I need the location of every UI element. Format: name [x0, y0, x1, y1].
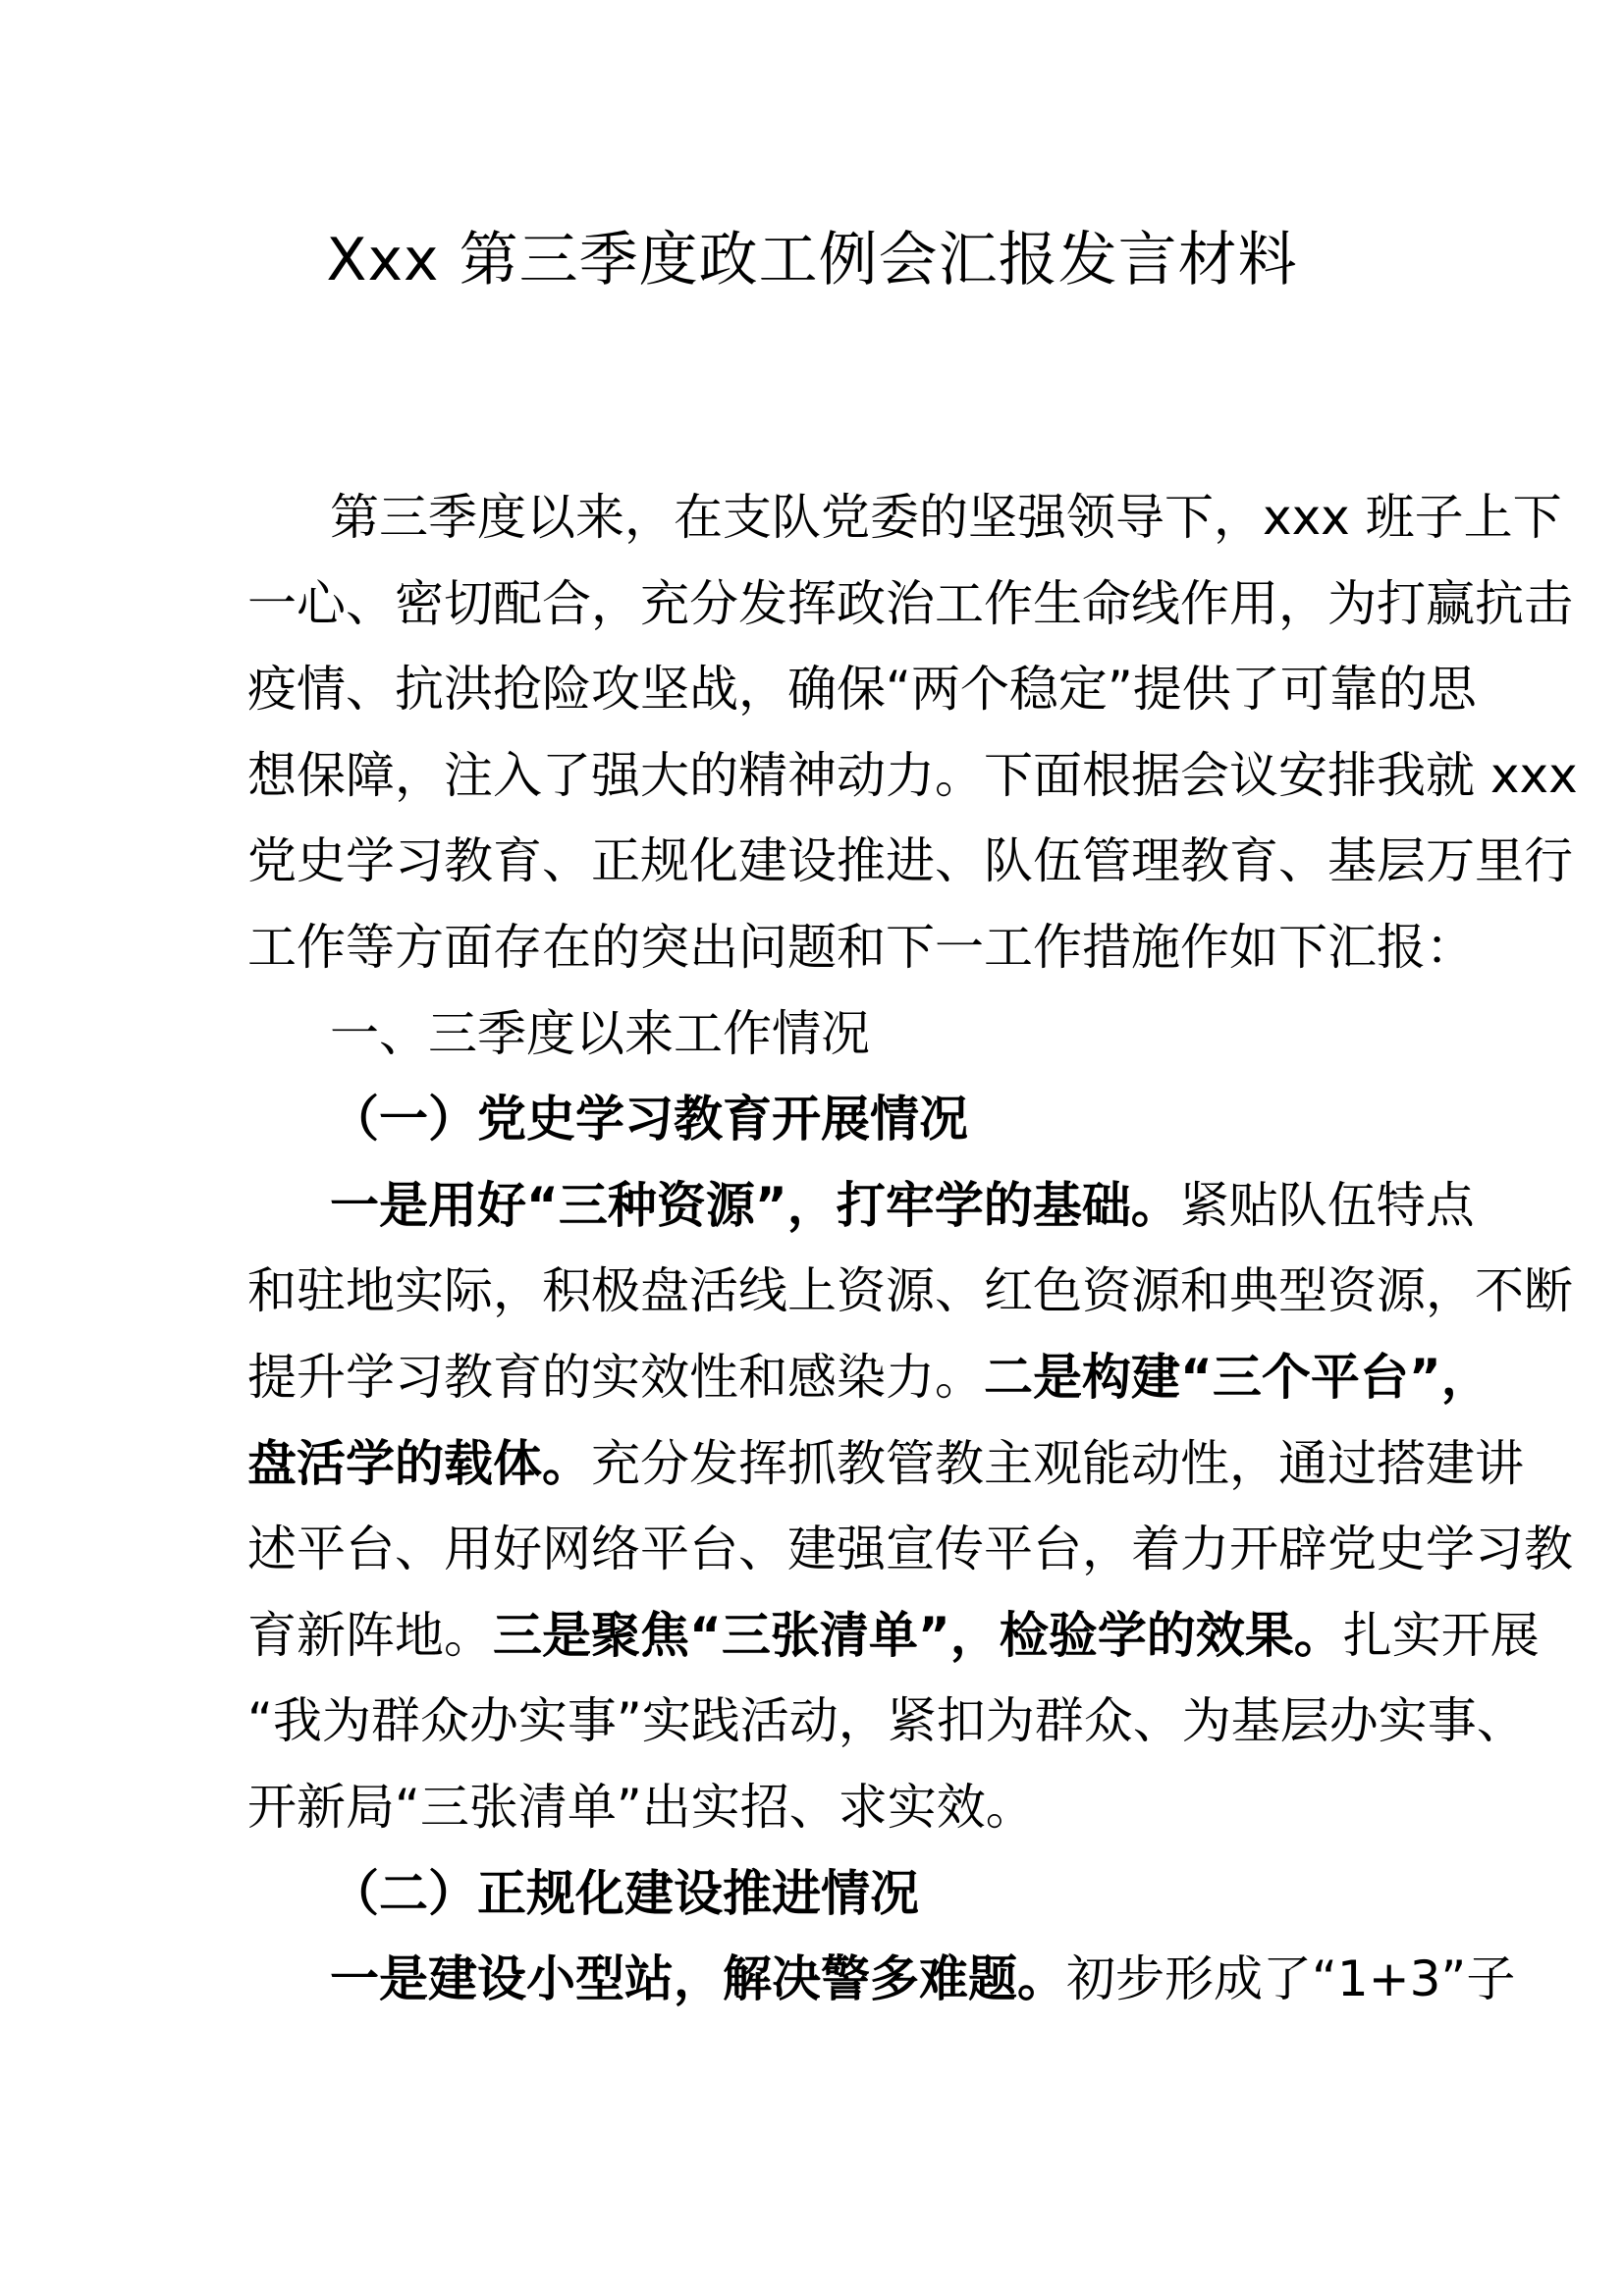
- bold-text: （一）党史学习教育开展情况: [330, 1091, 968, 1148]
- text-run: 一心、密切配合，充分发挥政治工作生命线作用，为打赢抗击: [247, 574, 1573, 632]
- paragraph-line: [247, 1679, 1526, 1765]
- paragraph-line: [247, 1163, 1475, 1250]
- text-run: 充分发挥抓教管教主观能动性，通过搭建讲: [591, 1434, 1524, 1492]
- paragraph-line: [247, 819, 1573, 905]
- bold-text: 二是构建“三个平台”，: [984, 1348, 1490, 1406]
- text-run: 开新局“三张清单”出实招、求实效。: [247, 1778, 1035, 1836]
- paragraph-line: [247, 475, 1562, 561]
- bold-text: （二）正规化建设推进情况: [330, 1864, 919, 1922]
- text-run: 述平台、用好网络平台、建强宣传平台，着力开辟党史学习教: [247, 1521, 1573, 1578]
- paragraph-line: [247, 1335, 1490, 1421]
- paragraph-line: [247, 1851, 1387, 1938]
- paragraph-line: [247, 905, 1475, 991]
- text-run: 一、三季度以来工作情况: [330, 1004, 870, 1062]
- paragraph-line: [247, 1765, 1387, 1851]
- text-run: 疫情、抗洪抢险攻坚战，确保“两个稳定”提供了可靠的思: [247, 661, 1477, 719]
- paragraph-line: [247, 1507, 1573, 1593]
- text-run: 紧贴队伍特点: [1179, 1176, 1475, 1234]
- paragraph-line: [247, 1249, 1573, 1335]
- document-body: [247, 475, 1578, 2023]
- bold-text: 一是建设小型站，解决警多难题。: [330, 1950, 1066, 2008]
- paragraph-line: [247, 1937, 1516, 2023]
- paragraph-line: [247, 1593, 1540, 1680]
- paragraph-line: [247, 1077, 1387, 1163]
- text-run: 扎实开展: [1342, 1606, 1540, 1664]
- bold-text: 一是用好“三种资源”，打牢学的基础。: [330, 1176, 1180, 1234]
- paragraph-line: [247, 647, 1477, 733]
- paragraph-line: [247, 561, 1573, 648]
- paragraph-line: [247, 991, 1387, 1078]
- text-run: 党史学习教育、正规化建设推进、队伍管理教育、基层万里行: [247, 832, 1573, 890]
- text-run: 提升学习教育的实效性和感染力。: [247, 1348, 984, 1406]
- text-run: 想保障，注入了强大的精神动力。下面根据会议安排我就 xxx: [247, 746, 1578, 804]
- paragraph-line: [247, 733, 1578, 820]
- text-run: 第三季度以来，在支队党委的坚强领导下，xxx 班子上下: [330, 489, 1562, 546]
- text-run: 育新阵地。: [247, 1606, 493, 1664]
- text-run: “我为群众办实事”实践活动，紧扣为群众、为基层办实事、: [247, 1692, 1526, 1750]
- document-title: Xxx 第三季度政工例会汇报发言材料: [326, 226, 1298, 294]
- bold-text: 盘活学的载体。: [247, 1434, 591, 1492]
- text-run: 初步形成了“1+3”子: [1066, 1950, 1516, 2008]
- bold-text: 三是聚焦“三张清单”，检验学的效果。: [493, 1606, 1343, 1664]
- text-run: 工作等方面存在的突出问题和下一工作措施作如下汇报：: [247, 918, 1475, 976]
- text-run: 和驻地实际，积极盘活线上资源、红色资源和典型资源，不断: [247, 1262, 1573, 1320]
- paragraph-line: [247, 1421, 1524, 1508]
